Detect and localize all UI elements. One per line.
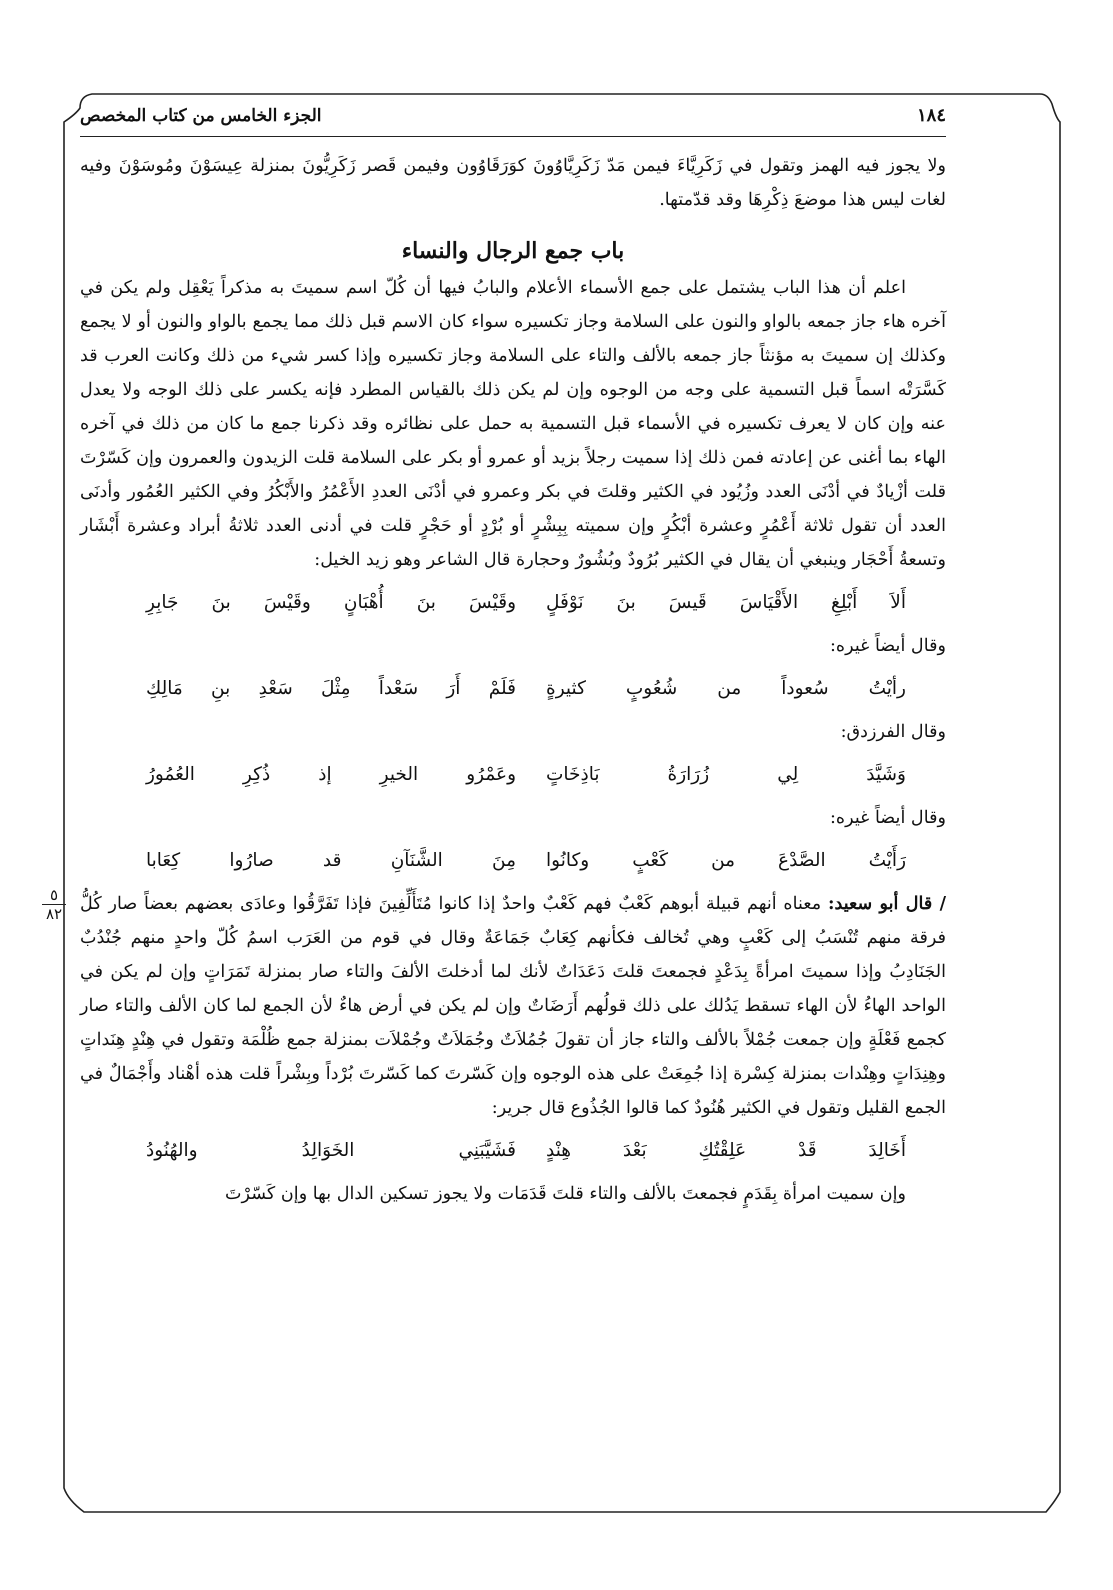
final-verse-hemistich-2: فَشَيَّبَنِي الخَوَالِدُ والهُنُودُ: [146, 1140, 516, 1161]
abu-said-lead: / قال أبو سعيد:: [827, 893, 947, 914]
section-title: باب جمع الرجال والنساء: [401, 238, 625, 264]
verse-4: [80, 841, 946, 881]
closing-paragraph: وإن سميت امرأة بِقَدَمٍ فجمعتَ بالألف والتاء قلتَ قَدَمَات ولا يجوز تسكين الدال بها وإن كَسّرْتَ: [224, 1184, 906, 1204]
main-paragraph: اعلم أن هذا الباب يشتمل على جمع الأسماء الأعلام والبابُ فيها أن كُلّ اسم سميتَ به مذكراً يَعْقِل ولم يكن في آخره هاء جاز جمعه بالواو والنون على السلامة وجاز تكسيره سواء كان الاسم قبل ذلك مما يجمع بالواو والنون أو لا يجمع وكذلك إن سميتَ به مؤنثاً جاز جمعه بالألف والتاء على السلامة وجاز تكسيره وإذا كسر شيء من ذلك وكانت العرب قد كَسَّرَتْه اسماً قبل التسمية على وجه من الوجوه وإن لم يكن ذلك بالقياس المطرد فإنه يكسر على ذلك الوجه ولا يعدل عنه وإن كان لا يعرف تكسيره في الأسماء قبل التسمية به حمل على نظائره وقد ذكرنا جمع ما كان من ذلك في آخره الهاء بما أغنى عن إعادته فمن ذلك إذا سميت رجلاً بزيد أو عمرو أو بكر على السلامة قلت الزيدون والعمرون وإن كَسّرْتَ قلت أزْيادٌ في أدْنَى العدد وزُيُود في الكثير وقلتَ في بكر وعمرو في أدْنَى العددِ الأَعْمُرُ والأَبْكُرُ وفي الكثير العُمُور وأدنَى العدد أن تقول ثلاثة أَعْمُرٍ وعشرة أبْكُرٍ وإن سميته بِبِشْرٍ أو بُرْدٍ أو حَجْرٍ قلت في أدنى العدد ثلاثةُ أبراد وعشرة أَبْشَار وتسعةُ أَحْجَار وينبغي أن يقال في الكثير بُرُودٌ وبُشُورٌ وحجارة قال الشاعر وهو زيد الخيل:: [80, 278, 946, 570]
verse-3-hemistich-2: وعَمْرُو الخيرِ إذ ذُكِرِ العُمُورُ: [146, 764, 516, 785]
verse-4-intro: وقال أيضاً غيره:: [829, 808, 946, 828]
book-title: الجزء الخامس من كتاب المخصص: [80, 106, 322, 126]
abu-said-block: [45, 886, 947, 1125]
verse-1-hemistich-2: وقَيْسَ بنَ أُهْبَانٍ وقَيْسَ بنَ جَابِرِ: [146, 592, 516, 613]
verse-4-hemistich-2: مِنَ الشَّنَآنِ قد صارُوا كِعَابا: [146, 850, 516, 871]
margin-ref-top: ٥: [49, 886, 59, 904]
opening-paragraph: ولا يجوز فيه الهمز وتقول في زَكَرِيَّاءَ فيمن مَدّ زَكَرِيَّاوُونَ كوَرَقَاوُون وفيمن قَصر زَكَرِيُّونَ بمنزلة عِيسَوْنَ ومُوسَوْنَ وفيه لغات ليس هذا موضعَ ذِكْرِهَا وقد قدّمتها.: [80, 156, 946, 210]
verse-1: [80, 583, 946, 623]
margin-ref-bottom: ٨٢: [45, 905, 63, 923]
page-header: [80, 96, 946, 137]
verse-3-intro: وقال الفرزدق:: [840, 722, 946, 742]
verse-3-hemistich-1: وَشَيَّدَ لِي زُرَارَةُ بَاذِخَاتٍ: [546, 764, 906, 785]
verse-1-hemistich-1: أَلاَ أَبْلِغِ الأَقْيَاسَ قَيسَ بنَ نَوْفَلٍ: [546, 592, 906, 613]
verse-2-hemistich-1: رأيْتُ سُعوداً من شُعُوبٍ كثيرةٍ: [546, 678, 906, 699]
verse-2-hemistich-2: فَلَمْ أَرَ سَعْداً مِثْلَ سَعْدِ بنِ مَالِكِ: [146, 678, 516, 699]
verse-3: [80, 755, 946, 795]
abu-said-paragraph: معناه أنهم قبيلة أبوهم كَعْبٌ فهم كَعْبٌ واحدٌ إذا كانوا مُتَأَلِّفِينَ فإذا تَفَرَّقُوا وعادَى بعضهم بعضاً صار كُلُّ فرقة منهم تُنْسَبُ إلى كَعْبٍ وهي تُخالف فكأنهم كِعَابٌ جَمَاعَةٌ وقال في قوم من العَرَب اسمُ كُلّ واحدٍ منهم جُنْدُبٌ الجَنَادِبُ وإذا سميتَ امرأةً بِدَعْدٍ فجمعتَ قلتَ دَعَدَاتٌ لأنك لما أدخلتَ الألفَ والتاء صار بمنزلة تَمَرَاتٍ وإن لم يكن في الواحد الهاءُ لأن الهاء تسقط يَدُلك على ذلك قولُهم أَرَضَاتٌ وإن لم يكن في أرض هاءٌ لأن الجمع لما كان الألف والتاء صار كجمع فَعْلَةٍ وإن جمعت جُمْلاً بالألف والتاء جاز أن تقولَ جُمُلاَتٌ وجُمَلاَتٌ وجُمْلاَت بمنزلة جمع ظُلْمَة وتقول في هِنْدٍ هِنَداتٍ وهِنِدَاتٍ وهِنْدات بمنزلة كِسْرة إذا جُمِعَتْ على هذه الوجوه وإن كَسّرتَ كما كَسّرتَ بُرْداً وبِشْراً قلت هذه أهْناد وأَجْمَالٌ في الجمع القليل وتقول في الكثير هُنُودٌ كما قالوا الجُذُوع قال جرير:: [80, 894, 946, 1118]
document-page: [45, 96, 947, 1211]
verse-2: [80, 669, 946, 709]
verse-4-hemistich-1: رَأَيْتُ الصَّدْعَ من كَعْبٍ وكانُوا: [546, 850, 906, 871]
page-number: ١٨٤: [916, 105, 946, 126]
verse-2-intro: وقال أيضاً غيره:: [829, 636, 946, 656]
final-verse-hemistich-1: أَخَالِدَ قَدْ عَلِقْتُكِ بَعْدَ هِنْدٍ: [546, 1140, 906, 1161]
margin-reference: [36, 887, 72, 922]
final-verse: [80, 1131, 946, 1171]
